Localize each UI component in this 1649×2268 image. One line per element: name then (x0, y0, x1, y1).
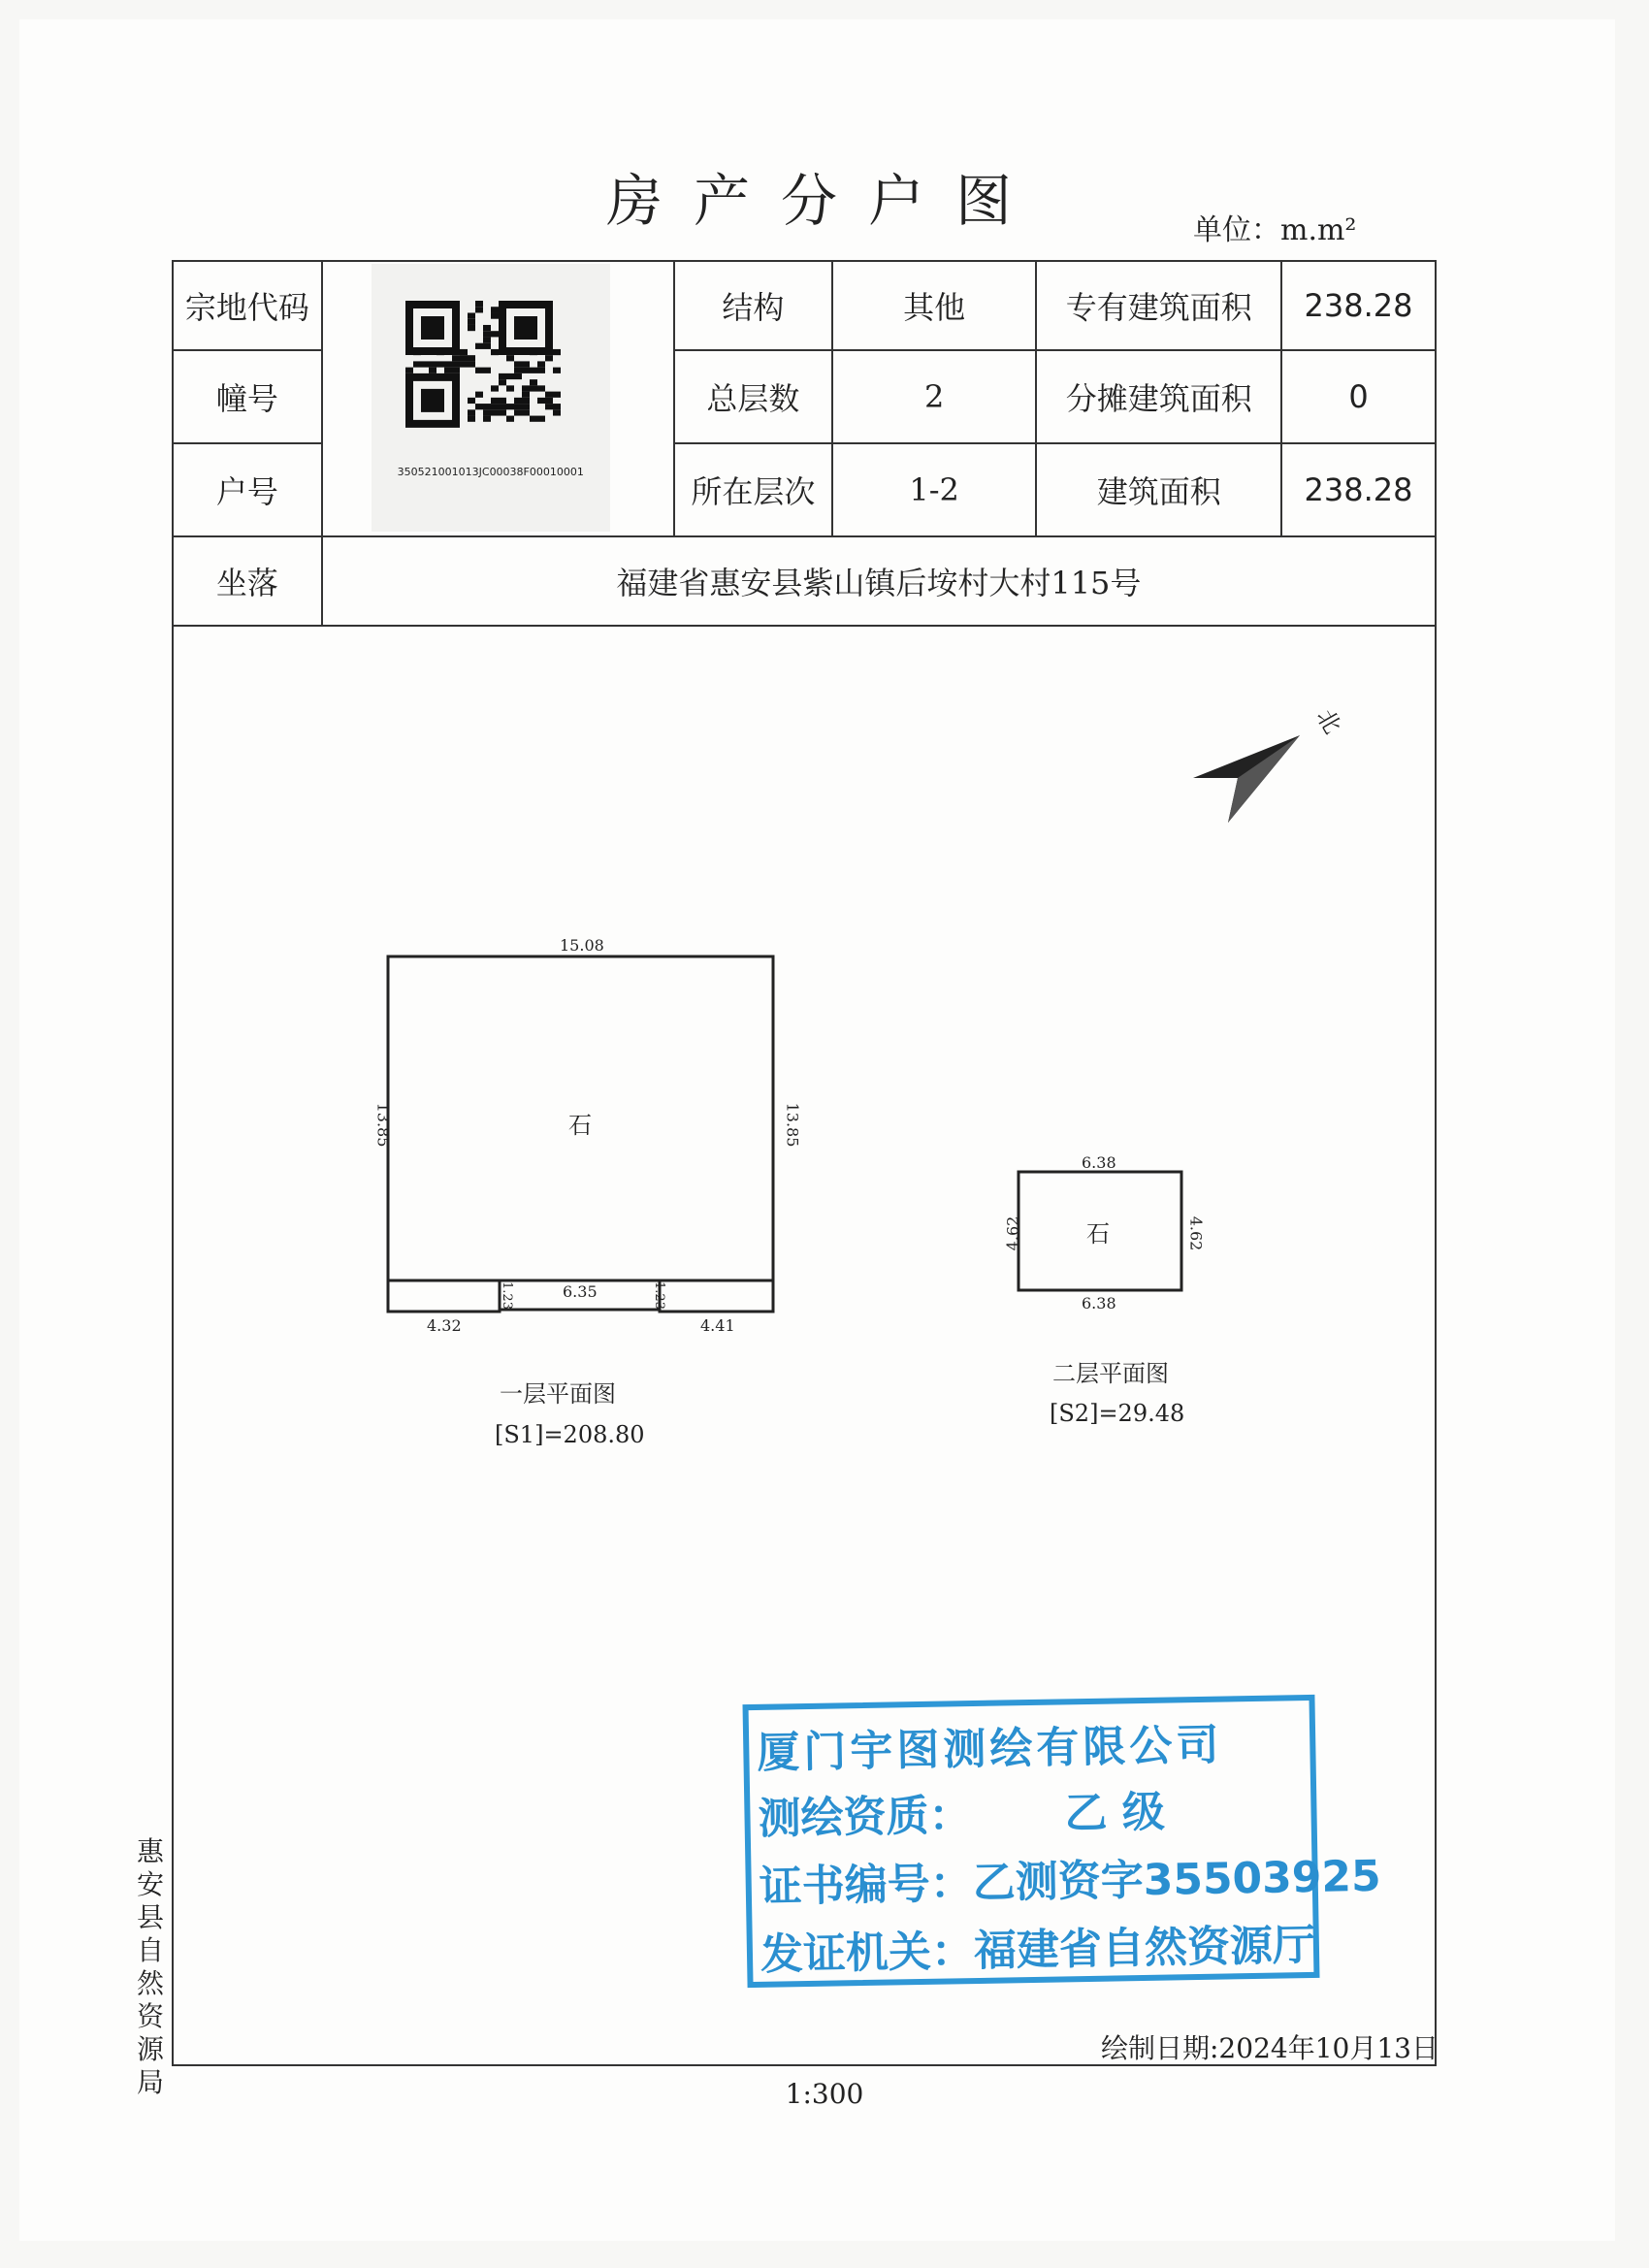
floor1-notch-left-h: 1.23 (499, 1281, 514, 1310)
zuoluo-label: 坐落 (173, 536, 322, 626)
stamp-issuer: 发证机关：福建省自然资源厅 (760, 1920, 1316, 1980)
map-scale: 1:300 (785, 2078, 864, 2110)
jiegou-value: 其他 (832, 261, 1037, 350)
floor2-right-dim: 4.62 (1186, 1215, 1206, 1251)
address-value: 福建省惠安县紫山镇后垵村大村115号 (322, 536, 1436, 626)
szcc-label: 所在层次 (674, 443, 832, 536)
ftjz-label: 分摊建筑面积 (1036, 350, 1281, 443)
stamp-certificate: 证书编号：乙测资字35503925 (759, 1851, 1382, 1912)
zyjz-label: 专有建筑面积 (1036, 261, 1281, 350)
floor1-left-dim: 13.85 (373, 1102, 393, 1148)
floor1-notch-width: 6.35 (563, 1282, 598, 1301)
ftjz-value: 0 (1281, 350, 1436, 443)
zcs-value: 2 (832, 350, 1037, 443)
floor1-bottom-right-dim: 4.41 (700, 1316, 735, 1335)
draw-date: 绘制日期:2024年10月13日 (1101, 2032, 1439, 2064)
document-title: 房产分户图 (605, 168, 1043, 234)
jzmj-label: 建筑面积 (1036, 443, 1281, 536)
floor1-top-dim: 15.08 (560, 936, 604, 955)
company-stamp (742, 1695, 1382, 1988)
floor1-material: 石 (568, 1112, 592, 1139)
floor2-area: [S2]=29.48 (1050, 1400, 1185, 1427)
floor2-material: 石 (1086, 1220, 1110, 1247)
zhuang-label: 幢号 (173, 350, 322, 443)
jiegou-label: 结构 (674, 261, 832, 350)
zongdi-label: 宗地代码 (173, 261, 322, 350)
side-authority: 惠安县自然资源局 (136, 1835, 164, 2098)
hu-label: 户号 (173, 443, 322, 536)
floor1-notch-right-h: 1.23 (651, 1281, 666, 1310)
szcc-value: 1-2 (832, 443, 1037, 536)
zyjz-value: 238.28 (1281, 261, 1436, 350)
floor2-top-dim: 6.38 (1082, 1153, 1116, 1172)
jzmj-value: 238.28 (1281, 443, 1436, 536)
floor1-right-dim: 13.85 (783, 1102, 802, 1148)
zcs-label: 总层数 (674, 350, 832, 443)
floor1-name: 一层平面图 (500, 1380, 616, 1408)
stamp-company: 厦门宇图测绘有限公司 (756, 1720, 1223, 1778)
floor1-area: [S1]=208.80 (495, 1421, 645, 1448)
floor2-bottom-dim: 6.38 (1082, 1294, 1116, 1312)
north-label: 北 (1310, 704, 1346, 739)
unit-label: 单位：m.m² (1193, 213, 1357, 247)
qr-code-text: 350521001013JC00038F00010001 (397, 466, 584, 478)
floor1-bottom-left-dim: 4.32 (427, 1316, 462, 1335)
floor2-left-dim: 4.62 (1003, 1215, 1022, 1251)
floor2-name: 二层平面图 (1052, 1360, 1169, 1387)
stamp-qualification-value: 乙 级 (1064, 1787, 1166, 1839)
stamp-qualification-label: 测绘资质： (758, 1791, 972, 1844)
